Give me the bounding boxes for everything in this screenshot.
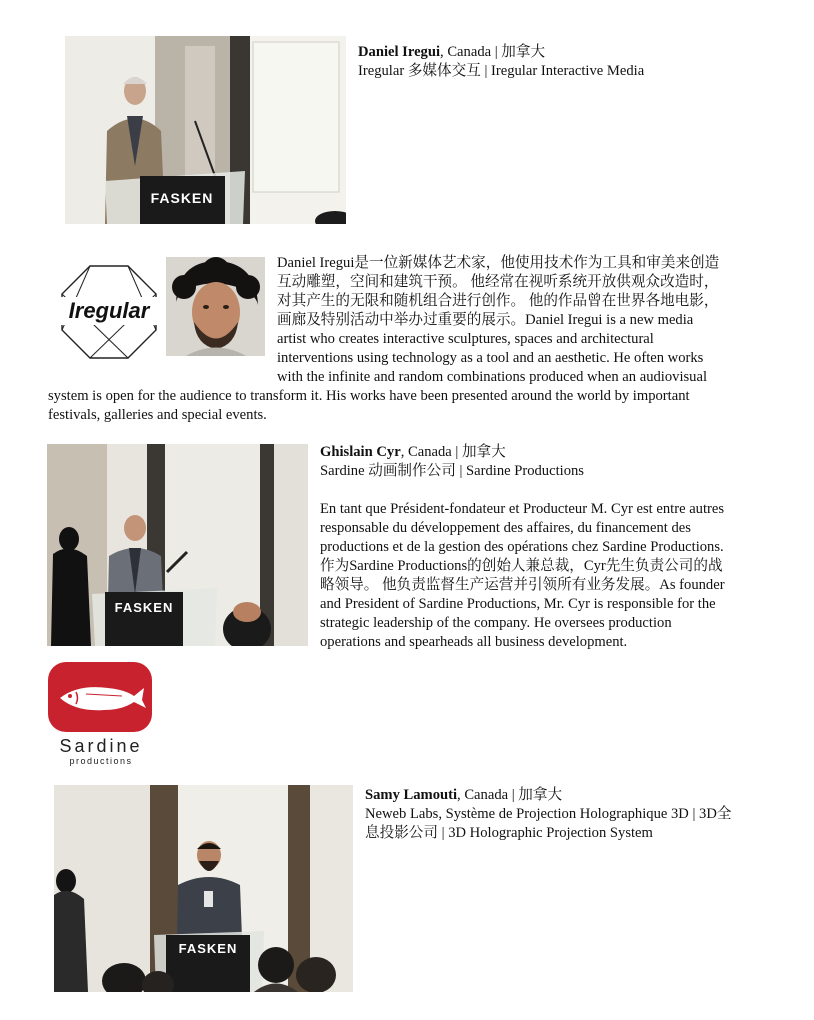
- speaker-location: , Canada | 加拿大: [457, 787, 563, 803]
- photo-ghislain-cyr: [47, 444, 308, 646]
- svg-text:Sardine: Sardine: [59, 736, 143, 756]
- svg-text:productions: productions: [69, 756, 133, 766]
- bio-ghislain: En tant que Président-fondateur et Producteur M. Cyr est entre autres responsable du développement des affaires, du financement des productions et de la gestion des opérations chez Sardine Productions. 作为Sardine Productions的创始人兼总裁，Cyr先生负责公司的战 略领导。 他负责监督生产运营并引领所有业务发展。As founder and President of Sardine Productions, Mr. Cyr is responsible for the strategic leadership of the company. He oversees production operations and spearheads all business development.: [320, 501, 725, 650]
- speaker-name: Daniel Iregui: [358, 44, 441, 60]
- speaker-name: Ghislain Cyr: [320, 444, 401, 460]
- photo-daniel-iregui: [65, 36, 346, 224]
- sardine-logo: [46, 660, 156, 768]
- bio-daniel-wrapped: Daniel Iregui是一位新媒体艺术家，他使用技术作为工具和审美来创造 互动雕塑，空间和建筑干预。 他经常在视听系统开放供观众改造时， 对其产生的无限和随机组合进行创作。 他的作品曾在世界各地电影， 画廊及特别活动中举办过重要的展示。Daniel Iregui is a new media artist who creates interactive sculptures, spaces and architectural interventions using technology as a tool and an aesthetic. He often works with the infinite and random combinations produced when an audiovisual: [277, 255, 720, 385]
- speaker-header-ghislain: [320, 443, 790, 481]
- bio-daniel-full: system is open for the audience to transform it. His works have been presented around the world by important festivals, galleries and special events.: [48, 388, 690, 423]
- speaker-company-line: 息投影公司 | 3D Holographic Projection System: [365, 825, 653, 841]
- svg-text:FASKEN: FASKEN: [114, 600, 174, 615]
- speaker-header-samy: [365, 786, 790, 843]
- speaker-name: Samy Lamouti: [365, 787, 458, 803]
- photo-samy-lamouti: [54, 785, 353, 992]
- speaker-location: , Canada | 加拿大: [440, 44, 546, 60]
- speaker-company: Iregular 多媒体交互 | Iregular Interactive Media: [358, 63, 645, 79]
- speaker-company-line: Neweb Labs, Système de Projection Holographique 3D | 3D全: [365, 806, 732, 822]
- svg-text:FASKEN: FASKEN: [178, 941, 238, 956]
- iregular-logo: [60, 264, 158, 360]
- speaker-header-daniel: [358, 43, 788, 81]
- speaker-company: Sardine 动画制作公司 | Sardine Productions: [320, 463, 584, 479]
- speaker-location: , Canada | 加拿大: [400, 444, 506, 460]
- svg-text:Iregular: Iregular: [68, 298, 150, 323]
- portrait-daniel-iregui: [166, 257, 265, 356]
- svg-text:FASKEN: FASKEN: [150, 190, 214, 206]
